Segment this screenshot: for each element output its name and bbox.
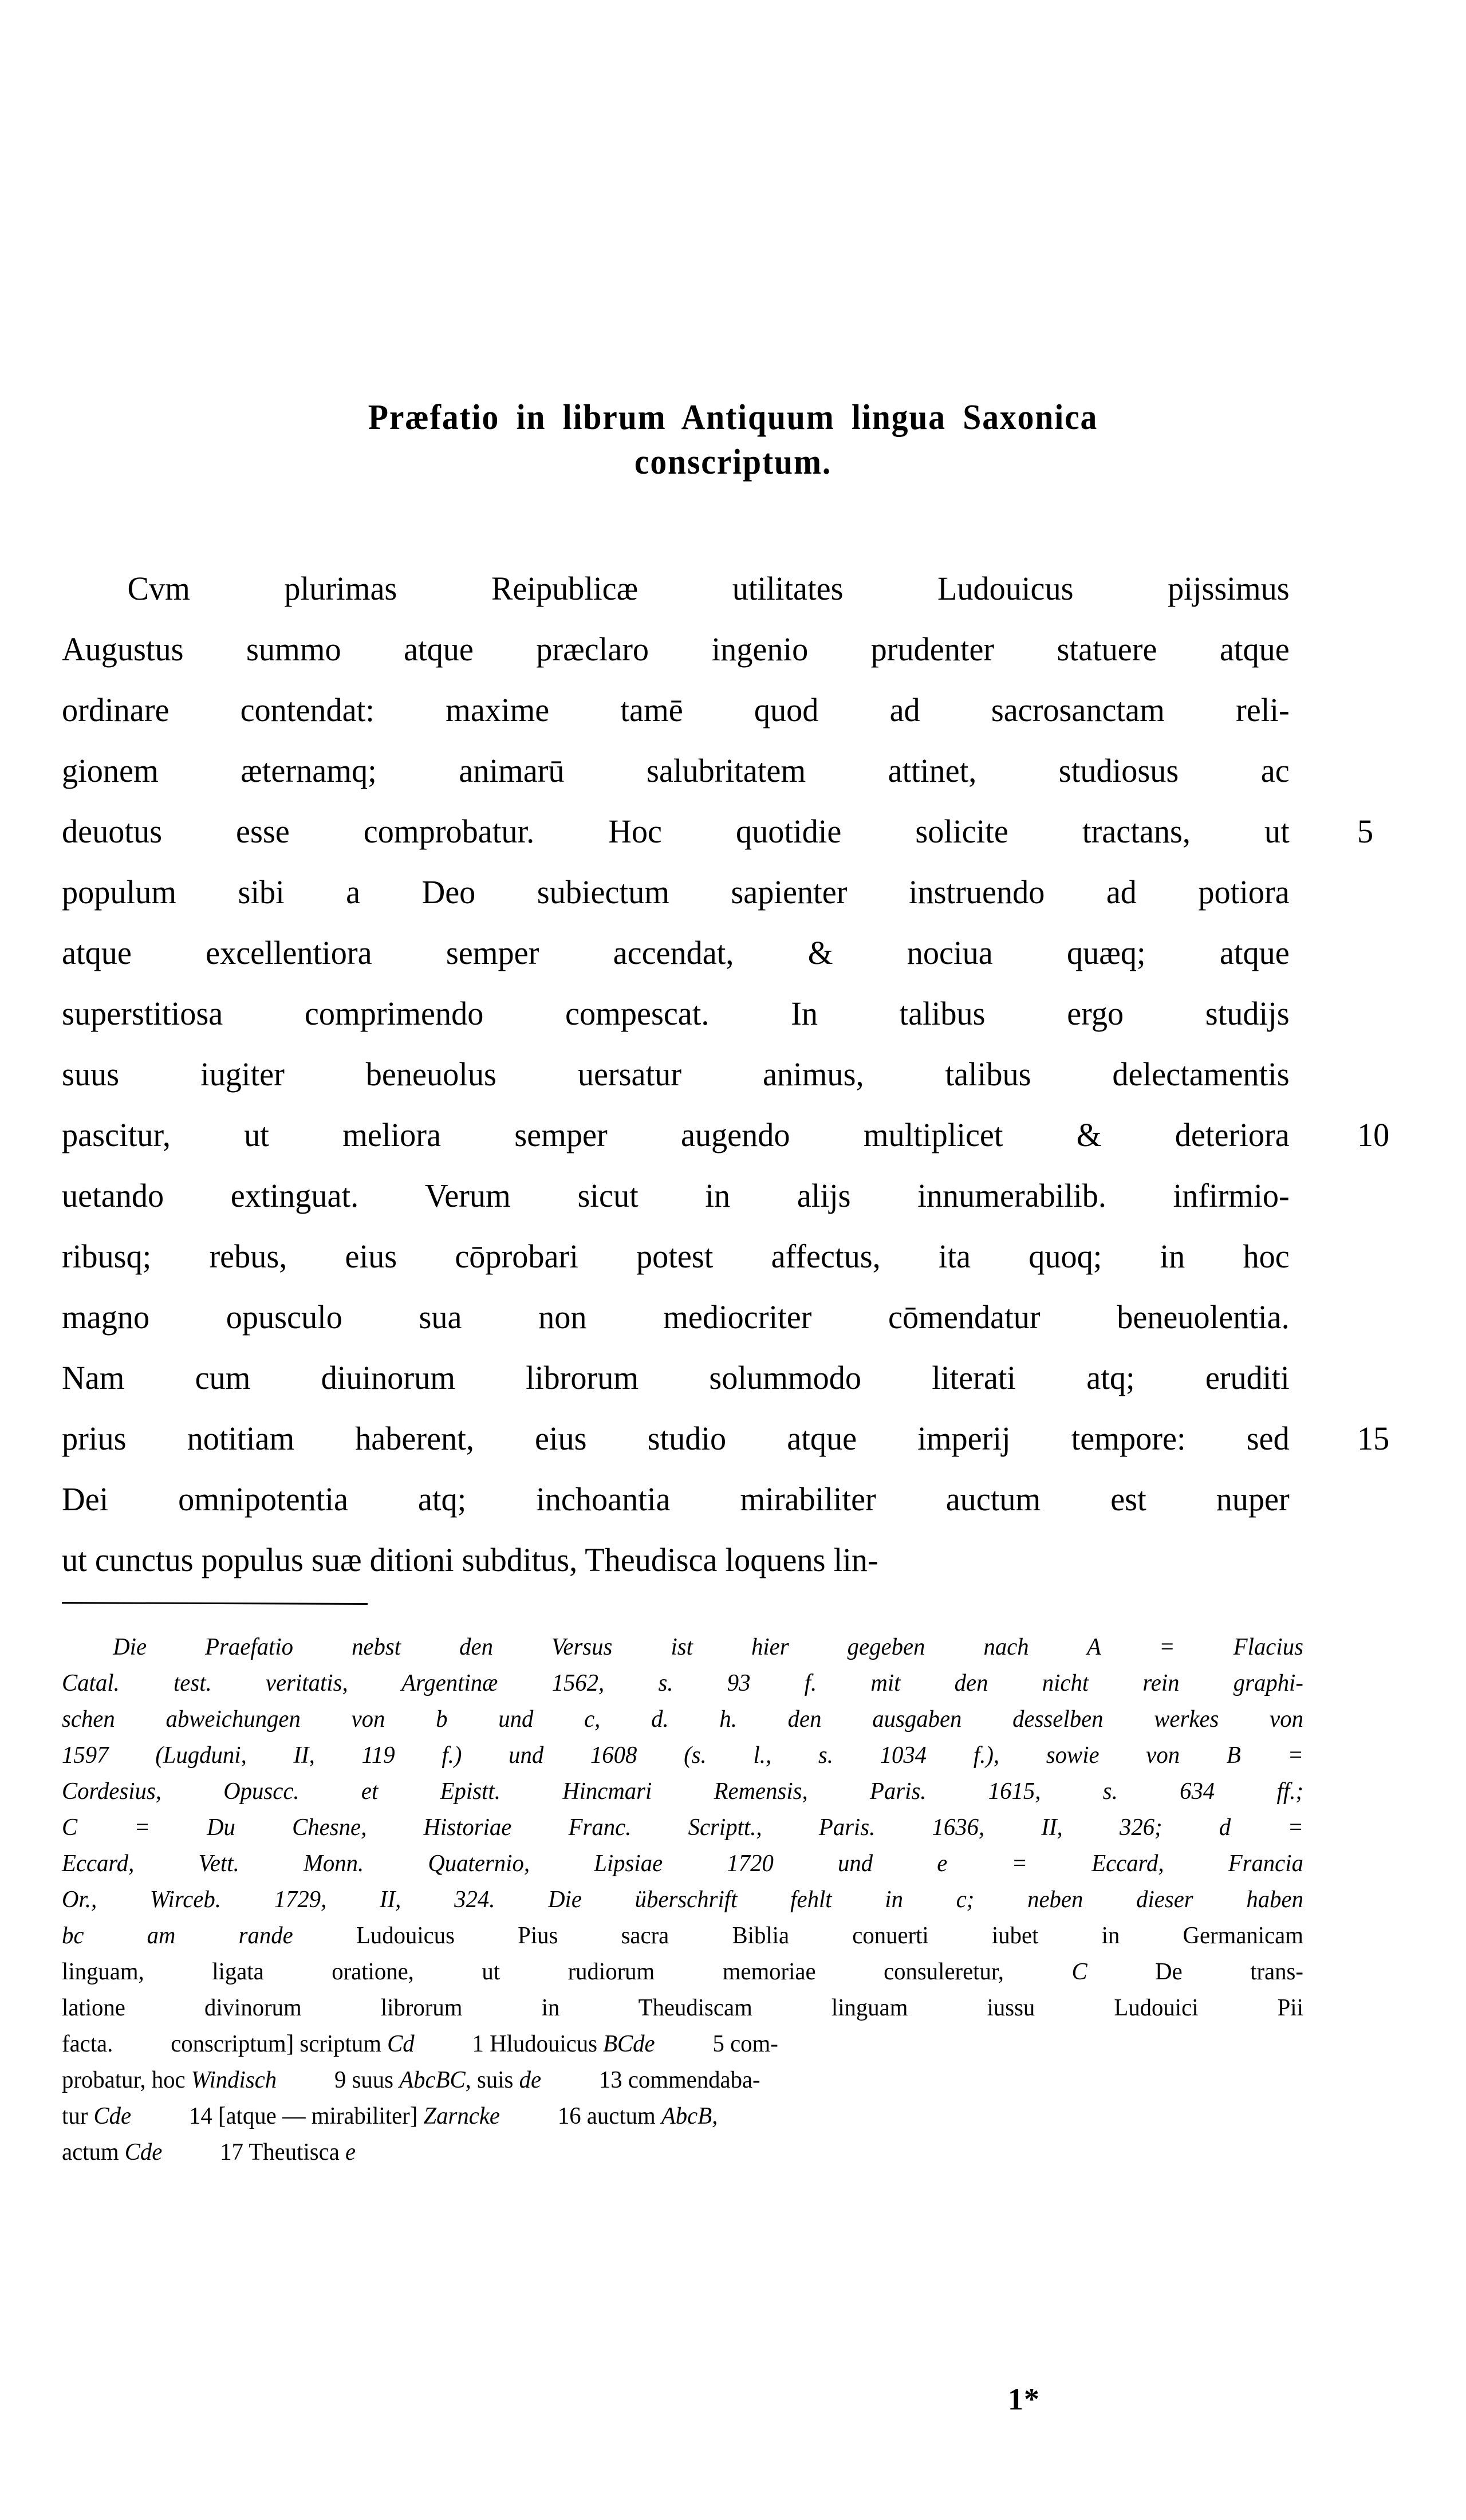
apparatus-siglum: Die Praefatio nebst den Versus ist hier gegeben nach A = Flacius [113,1634,1303,1660]
apparatus-line-text [62,1810,1303,1846]
body-line-text: Dei omnipotentia atq; inchoantia mirabiliter auctum est nuper [62,1480,1290,1518]
body-line-text: ribusq; rebus, eius cōprobari potest affectus, ita quoq; in hoc [62,1238,1290,1275]
body-line [62,1105,1390,1166]
body-line-text: ordinare contendat: maxime tamē quod ad sacrosanctam reli- [62,691,1290,729]
body-line-text: Nam cum diuinorum librorum solummodo literati atq; eruditi [62,1359,1290,1396]
apparatus-line [62,1810,1339,1846]
body-line [62,1469,1339,1530]
apparatus-siglum: BCde [603,2031,655,2057]
apparatus-text-run: linguam, ligata oratione, ut rudiorum memoriae consuleretur, [62,1959,1072,1985]
page-title [97,395,1369,485]
apparatus-siglum: C = Du Chesne, Historiae Franc. Scriptt., Paris. 1636, II, 326; d = [62,1814,1303,1841]
body-line-text: Cvm plurimas Reipublicæ utilitates Ludouicus pijssimus [127,570,1290,607]
body-line-text: superstitiosa comprimendo compescat. In talibus ergo studijs [62,995,1290,1032]
apparatus-line [62,1629,1339,1665]
body-line-text: uetando extinguat. Verum sicut in alijs innumerabilib. infirmio- [62,1177,1290,1214]
apparatus-line [62,2135,1339,2171]
apparatus-separator-rule [62,1602,368,1605]
apparatus-text-run: Ludouicus Pius sacra Biblia conuerti iubet in Germanicam [356,1923,1303,1949]
apparatus-siglum: Or., Wirceb. 1729, II, 324. Die überschrift fehlt in c; neben dieser haben [62,1887,1303,1913]
apparatus-text-run: tur [62,2103,94,2129]
apparatus-siglum: Zarncke [423,2103,500,2129]
body-line [62,1044,1339,1105]
apparatus-text-run: 1 Hludouicus [472,2031,604,2057]
apparatus-line [62,1774,1339,1810]
body-line [62,1166,1339,1226]
title-line-1: Præfatio in librum Antiquum lingua Saxonica [368,398,1098,437]
apparatus-text-run: 9 suus [334,2067,400,2093]
apparatus-text-run: De trans- [1155,1959,1303,1985]
body-line-text: pascitur, ut meliora semper augendo multiplicet & deteriora [62,1116,1290,1153]
apparatus-line [62,1846,1339,1882]
body-line-text: prius notitiam haberent, eius studio atque imperij tempore: sed [62,1420,1290,1457]
apparatus-text-run: 13 commendaba- [598,2067,760,2093]
body-line-text: magno opusculo sua non mediocriter cōmendatur beneuolentia. [62,1298,1290,1336]
apparatus-siglum: Cd [387,2031,415,2057]
apparatus-text-run: probatur, hoc [62,2067,191,2093]
apparatus-line-text [62,2062,760,2098]
body-line [62,1287,1339,1348]
apparatus-siglum: 1597 (Lugduni, II, 119 f.) und 1608 (s. l., s. 1034 f.), sowie von B = [62,1742,1303,1769]
body-line-text: suus iugiter beneuolus uersatur animus, talibus delectamentis [62,1056,1290,1093]
body-text [62,558,1390,1590]
apparatus-line-text [62,1665,1303,1702]
apparatus-line-text [62,1954,1303,1990]
body-line [62,801,1374,862]
apparatus-line-text [62,1738,1303,1774]
body-line-text: Augustus summo atque præclaro ingenio prudenter statuere atque [62,631,1290,668]
apparatus-siglum: bc am rande [62,1923,356,1949]
apparatus-text-run: facta. [62,2031,113,2057]
apparatus-text [62,1629,1379,2171]
apparatus-line-text [62,1882,1303,1918]
page-signature: 1* [1008,2382,1040,2416]
body-line [62,1226,1339,1287]
apparatus-text-run: 17 Theutisca [220,2139,345,2165]
apparatus-siglum: schen abweichungen von b und c, d. h. den ausgaben desselben werkes von [62,1706,1303,1732]
apparatus-line [62,1702,1339,1738]
apparatus-text-run: conscriptum] scriptum [171,2031,388,2057]
body-line [62,1348,1339,1408]
apparatus-siglum: Eccard, Vett. Monn. Quaternio, Lipsiae 1720 und e = Eccard, Francia [62,1850,1303,1877]
apparatus-text-run: latione divinorum librorum in Theudiscam linguam iussu Ludouici Pii [62,1995,1303,2021]
apparatus-line-text [62,2135,356,2171]
margin-line-number: 15 [1357,1420,1390,1457]
body-line [62,680,1339,741]
body-line [62,862,1339,923]
apparatus-siglum: de [519,2067,542,2093]
body-line [62,619,1339,680]
apparatus-text-run: 14 [atque — mirabiliter] [188,2103,424,2129]
margin-line-number: 5 [1357,813,1374,850]
apparatus-line [62,1882,1339,1918]
apparatus-siglum: Catal. test. veritatis, Argentinæ 1562, s. 93 f. mit den nicht rein graphi- [62,1670,1303,1696]
body-line [62,983,1339,1044]
apparatus-line [62,1954,1339,1990]
body-line [62,558,1339,619]
body-line-text: atque excellentiora semper accendat, & nociua quæq; atque [62,934,1290,971]
apparatus-siglum: Windisch [191,2067,277,2093]
body-line-text: deuotus esse comprobatur. Hoc quotidie solicite tractans, ut [62,813,1290,850]
apparatus-siglum: Cordesius, Opuscc. et Epistt. Hincmari Remensis, Paris. 1615, s. 634 ff.; [62,1778,1303,1805]
apparatus-text-run: 5 com- [712,2031,778,2057]
apparatus-line-text [62,1774,1303,1810]
apparatus-siglum: C [1071,1959,1156,1985]
body-line-text: gionem æternamq; animarū salubritatem attinet, studiosus ac [62,752,1290,789]
apparatus-siglum: Cde [124,2139,163,2165]
apparatus-siglum: e [345,2139,356,2165]
apparatus-siglum: Cde [93,2103,132,2129]
body-line-text: populum sibi a Deo subiectum sapienter instruendo ad potiora [62,873,1290,911]
apparatus-line [62,1738,1339,1774]
apparatus-line-text [62,1990,1303,2026]
body-line [62,923,1339,983]
body-line [62,1408,1390,1469]
apparatus-siglum: AbcB, [661,2103,718,2129]
body-line [62,1530,1339,1590]
apparatus-line [62,2062,1339,2098]
apparatus-line [62,1918,1339,1954]
apparatus-line [62,1990,1339,2026]
apparatus-line-text [62,1629,1303,1665]
apparatus-siglum: AbcBC [399,2067,466,2093]
apparatus-line-text [62,1918,1303,1954]
apparatus-line-text [62,2098,718,2135]
body-line-text: ut cunctus populus suæ ditioni subditus, Theudisca loquens lin- [62,1541,878,1578]
margin-line-number: 10 [1357,1116,1390,1153]
body-line [62,741,1339,801]
apparatus-line-text [62,1846,1303,1882]
apparatus-text-run: actum [62,2139,125,2165]
apparatus-line [62,2098,1339,2135]
apparatus-line-text [62,1702,1303,1738]
apparatus-line [62,1665,1339,1702]
apparatus-line [62,2026,1339,2062]
title-line-2: conscriptum. [634,443,832,482]
apparatus-text-run: , suis [465,2067,519,2093]
apparatus-line-text [62,2026,778,2062]
apparatus-text-run: 16 auctum [557,2103,661,2129]
